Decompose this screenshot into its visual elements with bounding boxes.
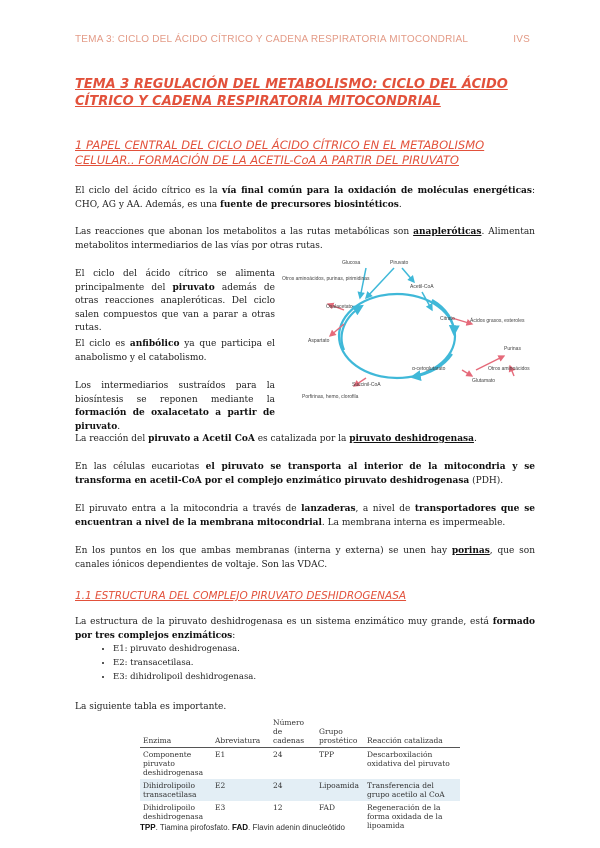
table-header: Enzima <box>140 716 212 748</box>
label-acetylcoa: Acetil-CoA <box>410 284 434 290</box>
paragraph-3: El ciclo del ácido cítrico se alimenta principalmente del piruvato además de otras reacciones anapleróticas. Del ciclo salen compuestos que van a parar a otras rutas. <box>75 269 276 333</box>
paragraph-10: La estructura de la piruvato deshidrogenasa es un sistema enzimático muy grande, está formado por tres complejos enzimáticos: <box>75 617 535 641</box>
table-header: Grupo prostético <box>316 716 364 748</box>
list-item: • E2: transacetilasa. <box>113 656 256 670</box>
page-header <box>75 34 530 45</box>
table-row: Dihidrolipoilo transacetilasa E2 24 Lipoamida Transferencia del grupo acetilo al CoA <box>140 779 460 801</box>
label-aa-right: Otros aminoácidos <box>488 366 530 372</box>
table-footnote: TPP. Tiamina pirofosfato. FAD. Flavin adenin dinucleótido <box>140 823 345 832</box>
paragraph-5: Los intermediarios sustraídos para la biosíntesis se reponen mediante la formación de oxalacetato a partir de piruvato. <box>75 381 275 432</box>
enzyme-table <box>140 716 460 832</box>
paragraph-9: En los puntos en los que ambas membranas (interna y externa) se unen hay porinas, que son canales iónicos dependientes de voltaje. Son las VDAC. <box>75 546 535 570</box>
list-item: • E1: piruvato deshidrogenasa. <box>113 642 256 656</box>
glucose-arrow <box>360 268 366 298</box>
paragraph-4: El ciclo es anfibólico ya que participa el anabolismo y el catabolismo. <box>75 339 276 363</box>
cycle-arrow <box>342 306 362 350</box>
table-header: Reacción catalizada <box>364 716 460 748</box>
label-purines: Purinas <box>504 346 521 352</box>
output-arrow <box>452 318 472 324</box>
table-header: Número de cadenas <box>270 716 316 748</box>
label-glucose: Glucosa <box>342 260 361 266</box>
header-title: TEMA 3: CICLO DEL ÁCIDO CÍTRICO Y CADENA RESPIRATORIA MITOCONDRIAL <box>75 34 469 45</box>
label-glutamate: Glutamato <box>472 378 496 384</box>
label-oxaloacetate: Oxalacetato <box>326 304 353 310</box>
paragraph-2: Las reacciones que abonan los metabolitos a las rutas metabólicas son anapleróticas. Alimentan metabolitos intermediarios de las vías por otras rutas. <box>75 227 535 251</box>
table-row: Componente piruvato deshidrogenasa E1 24 TPP Descarboxilación oxidativa del piruvato <box>143 750 450 777</box>
table-header-row <box>140 716 460 748</box>
label-pyruvate: Piruvato <box>390 260 409 266</box>
table-row: Dihidrolipoilo deshidrogenasa E3 12 FAD Regeneración de la forma oxidada de la lipoamida <box>143 803 443 830</box>
paragraph-11: La siguiente tabla es importante. <box>75 702 227 712</box>
label-akg: α-cetoglutarato <box>412 366 446 372</box>
section-heading-1-1: 1.1 ESTRUCTURA DEL COMPLEJO PIRUVATO DESHIDROGENASA <box>75 590 407 602</box>
label-citrate: Citrato <box>440 316 455 322</box>
table-header: Abreviatura <box>212 716 270 748</box>
list-item: • E3: dihidrolipoil deshidrogenasa. <box>113 670 256 684</box>
paragraph-1: El ciclo del ácido cítrico es la vía final común para la oxidación de moléculas energéticas: CHO, AG y AA. Además, es una fuente de precursores biosintéticos. <box>75 186 535 210</box>
paragraph-6: La reacción del piruvato a Acetil CoA es catalizada por la piruvato deshidrogenasa. <box>75 434 477 444</box>
label-succinyl: Succinil-CoA <box>352 382 381 388</box>
paragraph-7: En las células eucariotas el piruvato se transporta al interior de la mitocondria y se transforma en acetil-CoA por el complejo enzimático piruvato deshidrogenasa (PDH). <box>75 462 535 486</box>
enzyme-list <box>95 642 256 684</box>
label-porphyrins: Porfirinas, hemo, clorofila <box>302 394 359 400</box>
output-arrow <box>462 370 472 376</box>
header-initials: IVS <box>513 34 530 45</box>
page-title: TEMA 3 REGULACIÓN DEL METABOLISMO: CICLO DEL ÁCIDO CÍTRICO Y CADENA RESPIRATORIA MITOCONDRIAL <box>75 77 508 109</box>
paragraph-8: El piruvato entra a la mitocondria a través de lanzaderas, a nivel de transportadores que se encuentran a nivel de la membrana mitocondrial. La membrana interna es impermeable. <box>75 504 535 528</box>
label-aspartate: Aspartato <box>308 338 330 344</box>
pyruvate-acetyl-arrow <box>402 268 414 282</box>
label-fatty: Ácidos grasos, esteroles <box>470 318 525 324</box>
label-aa-left: Otros aminoácidos, purinas, pirimidinas <box>282 276 370 282</box>
section-heading-1: 1 PAPEL CENTRAL DEL CICLO DEL ÁCIDO CÍTRICO EN EL METABOLISMO CELULAR.. FORMACIÓN DE LA ACETIL-CoA A PARTIR DEL PIRUVATO <box>75 138 485 167</box>
citric-acid-cycle-diagram <box>282 254 540 406</box>
